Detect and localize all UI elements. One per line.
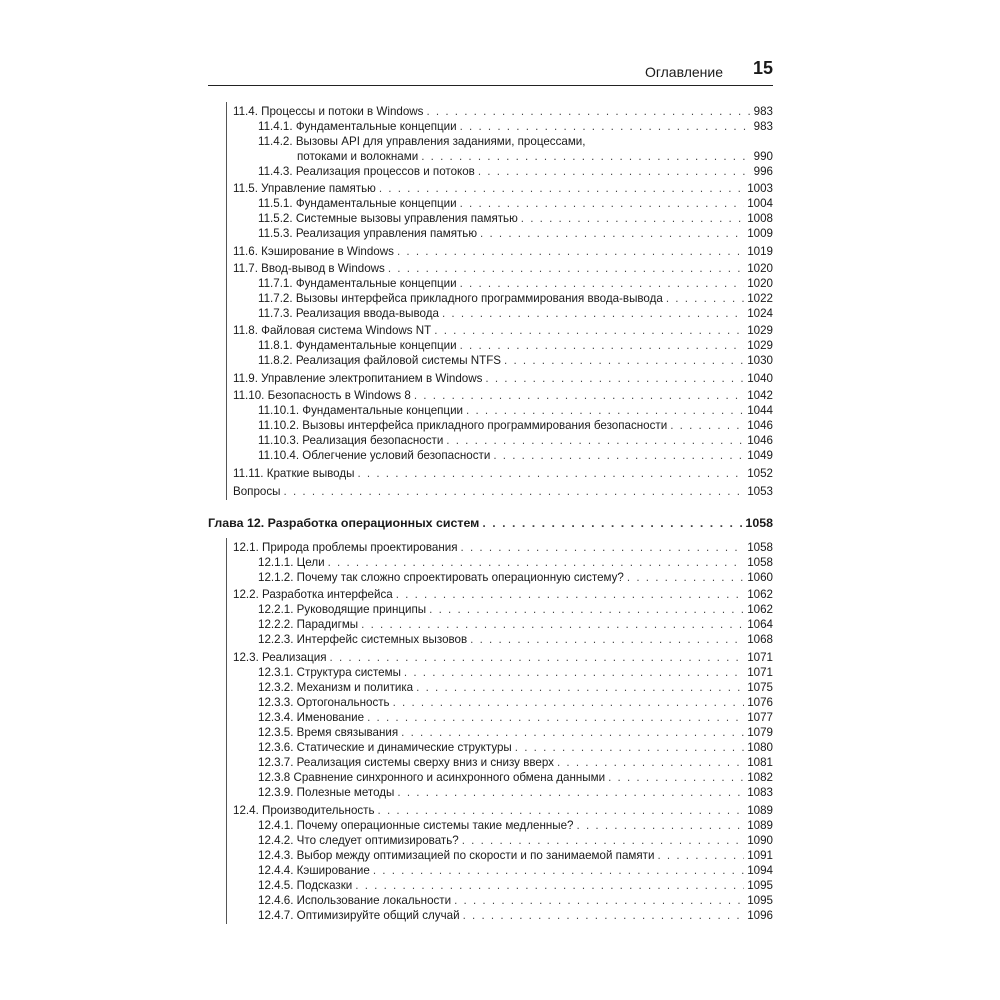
toc-entry-title: 11.10. Безопасность в Windows 8 <box>233 389 411 402</box>
toc-entry <box>258 354 773 367</box>
toc-leader-dots <box>393 696 745 709</box>
toc-leader-dots <box>404 666 744 679</box>
toc-entry-page: 1058 <box>747 556 773 569</box>
toc-entry-page: 1003 <box>747 182 773 195</box>
toc-entry <box>258 292 773 305</box>
toc-entry-page: 1095 <box>747 879 773 892</box>
toc-entry-title: 12.3.2. Механизм и политика <box>258 681 414 694</box>
toc-entry <box>258 864 773 877</box>
toc-entry <box>297 150 773 163</box>
toc-leader-dots <box>482 517 742 530</box>
toc-entry-page: 1020 <box>747 277 773 290</box>
toc-entry <box>258 339 773 352</box>
toc-leader-dots <box>401 726 744 739</box>
toc-entry-page: 1075 <box>747 681 773 694</box>
toc-leader-dots <box>357 467 744 480</box>
toc-leader-dots <box>670 419 744 432</box>
toc-entry <box>258 756 773 769</box>
toc-entry-title: 12.4. Производительность <box>233 804 375 817</box>
toc-entry-title: 11.10.4. Облегчение условий безопасности <box>258 449 491 462</box>
toc-entry <box>233 372 773 385</box>
toc-leader-dots <box>379 182 744 195</box>
toc-leader-dots <box>421 150 750 163</box>
toc-leader-dots <box>434 324 744 337</box>
toc-entry-title: 11.9. Управление электропитанием в Windows <box>233 372 483 385</box>
toc-entry-page: 1060 <box>747 571 773 584</box>
toc-entry-page: 1024 <box>747 307 773 320</box>
toc-entry-page: 1064 <box>747 618 773 631</box>
toc-leader-dots <box>446 434 744 447</box>
toc-entry-page: 1080 <box>747 741 773 754</box>
toc-leader-dots <box>493 449 744 462</box>
toc-entry <box>258 834 773 847</box>
toc-entry-title: 12.4.1. Почему операционные системы такие медленные? <box>258 819 574 832</box>
toc-entry-title: 11.5.2. Системные вызовы управления памятью <box>258 212 518 225</box>
toc-entry-page: 1029 <box>747 324 773 337</box>
toc-entry-page: 1019 <box>747 245 773 258</box>
toc-leader-dots <box>627 571 744 584</box>
toc-entry-page: 1082 <box>747 771 773 784</box>
toc-entry <box>258 227 773 240</box>
toc-entry-title: 12.3.9. Полезные методы <box>258 786 395 799</box>
toc-entry <box>258 711 773 724</box>
toc-entry-page: 1029 <box>747 339 773 352</box>
toc-entry <box>258 307 773 320</box>
toc-leader-dots <box>460 277 745 290</box>
toc-entry-page: 990 <box>753 150 773 163</box>
toc-entry <box>258 633 773 646</box>
toc-entry-title: 11.10.1. Фундаментальные концепции <box>258 404 464 417</box>
toc-entry-page: 1068 <box>747 633 773 646</box>
toc-entry-title: 12.3.6. Статические и динамические структуры <box>258 741 512 754</box>
toc-entry-title: 12.4.3. Выбор между оптимизацией по скорости и по занимаемой памяти <box>258 849 655 862</box>
toc-entry-page: 1079 <box>747 726 773 739</box>
toc-entry-title: 11.7.3. Реализация ввода-вывода <box>258 307 439 320</box>
toc-entry-page: 1094 <box>747 864 773 877</box>
toc-entry-title: 11.4.2. Вызовы API для управления заданиями, процессами, <box>258 135 586 148</box>
toc-entry-page: 1095 <box>747 894 773 907</box>
toc-entry-title: 11.4. Процессы и потоки в Windows <box>233 105 424 118</box>
toc-leader-dots <box>361 618 744 631</box>
toc-entry <box>258 696 773 709</box>
toc-entry <box>258 135 773 148</box>
toc-entry <box>258 909 773 922</box>
toc-entry-title: 11.5.1. Фундаментальные концепции <box>258 197 457 210</box>
toc-entry <box>233 804 773 817</box>
toc-entry-title: 12.4.7. Оптимизируйте общий случай <box>258 909 460 922</box>
toc-entry <box>258 786 773 799</box>
toc-entry-page: 983 <box>753 120 773 133</box>
toc-entry <box>233 467 773 480</box>
toc-entry-title: 12.4.5. Подсказки <box>258 879 353 892</box>
toc-leader-dots <box>480 227 744 240</box>
toc-leader-dots <box>397 786 744 799</box>
toc-left-rule-ch12 <box>226 538 227 924</box>
toc-entry-title: 12.4.4. Кэширование <box>258 864 370 877</box>
toc-entry-title: 12.2.2. Парадигмы <box>258 618 359 631</box>
section-title: Оглавление <box>644 64 723 80</box>
toc-entry-title: 12.1.1. Цели <box>258 556 325 569</box>
toc-leader-dots <box>577 819 745 832</box>
toc-entry <box>258 819 773 832</box>
toc-leader-dots <box>355 879 744 892</box>
toc-entry-title: 12.3.8 Сравнение синхронного и асинхронного обмена данными <box>258 771 606 784</box>
toc-leader-dots <box>478 165 751 178</box>
toc-entry-title: 11.7. Ввод-вывод в Windows <box>233 262 385 275</box>
toc-leader-dots <box>557 756 744 769</box>
toc-entry <box>233 245 773 258</box>
toc-entry-title: 11.10.3. Реализация безопасности <box>258 434 444 447</box>
toc-entry <box>258 741 773 754</box>
toc-entry-title: 12.3.3. Ортогональность <box>258 696 390 709</box>
toc-entry-page: 1077 <box>747 711 773 724</box>
toc-entry <box>258 419 773 432</box>
toc-leader-dots <box>608 771 744 784</box>
toc-entry <box>233 182 773 195</box>
toc-leader-dots <box>460 120 751 133</box>
toc-leader-dots <box>666 292 744 305</box>
toc-entry-page: 1058 <box>745 516 773 530</box>
toc-entry-page: 1052 <box>747 467 773 480</box>
toc-entry-page: 1046 <box>747 434 773 447</box>
toc-entry <box>233 541 773 554</box>
toc-leader-dots <box>396 588 745 601</box>
toc-entry-page: 1062 <box>747 588 773 601</box>
toc-entry-page: 1081 <box>747 756 773 769</box>
toc-entry-page: 1096 <box>747 909 773 922</box>
toc-entry-title: Вопросы <box>233 485 281 498</box>
toc-leader-dots <box>414 389 744 402</box>
toc-leader-dots <box>416 681 744 694</box>
toc-leader-dots <box>454 894 744 907</box>
toc-leader-dots <box>284 485 745 498</box>
toc-entry-title: 11.5. Управление памятью <box>233 182 376 195</box>
toc-entry-page: 1049 <box>747 449 773 462</box>
toc-leader-dots <box>461 541 745 554</box>
toc-leader-dots <box>460 339 745 352</box>
toc-entry <box>258 197 773 210</box>
toc-entry <box>258 449 773 462</box>
toc-leader-dots <box>367 711 744 724</box>
toc-entry-page: 1044 <box>747 404 773 417</box>
toc-entry-page: 1058 <box>747 541 773 554</box>
toc-left-rule-ch11 <box>226 102 227 500</box>
toc-entry-title: Глава 12. Разработка операционных систем <box>208 516 480 530</box>
toc-entry-title: 12.3.4. Именование <box>258 711 365 724</box>
toc-entry-title: 11.5.3. Реализация управления памятью <box>258 227 478 240</box>
toc-entry-title: 12.4.2. Что следует оптимизировать? <box>258 834 459 847</box>
toc-entry-title: потоками и волокнами <box>297 150 419 163</box>
toc-entry-page: 1062 <box>747 603 773 616</box>
toc-entry <box>233 588 773 601</box>
toc-entry-title: 11.6. Кэширование в Windows <box>233 245 394 258</box>
toc-leader-dots <box>429 603 744 616</box>
toc-entry-page: 1083 <box>747 786 773 799</box>
toc-entry <box>258 726 773 739</box>
toc-entry-title: 11.8. Файловая система Windows NT <box>233 324 432 337</box>
toc-leader-dots <box>426 105 750 118</box>
toc-leader-dots <box>466 404 744 417</box>
toc-entry-page: 983 <box>753 105 773 118</box>
toc-entry-page: 1090 <box>747 834 773 847</box>
toc-leader-dots <box>657 849 744 862</box>
toc-entry <box>258 434 773 447</box>
toc-entry <box>258 849 773 862</box>
toc-entry-title: 11.8.1. Фундаментальные концепции <box>258 339 457 352</box>
toc-entry <box>258 894 773 907</box>
toc-entry <box>258 277 773 290</box>
toc-leader-dots <box>397 245 744 258</box>
toc-entry-title: 11.4.1. Фундаментальные концепции <box>258 120 457 133</box>
toc-entry <box>258 556 773 569</box>
toc-leader-dots <box>504 354 744 367</box>
toc-entry-title: 12.1.2. Почему так сложно спроектировать операционную систему? <box>258 571 624 584</box>
toc-entry <box>233 389 773 402</box>
toc-entry-page: 1091 <box>747 849 773 862</box>
toc-entry <box>258 212 773 225</box>
toc-entry <box>258 681 773 694</box>
toc-entry-title: 11.10.2. Вызовы интерфейса прикладного программирования безопасности <box>258 419 668 432</box>
toc-leader-dots <box>515 741 744 754</box>
toc-entry-page: 1020 <box>747 262 773 275</box>
toc-entry-page: 1046 <box>747 419 773 432</box>
toc-leader-dots <box>442 307 744 320</box>
toc-entry-title: 12.3.1. Структура системы <box>258 666 401 679</box>
toc-entry-title: 11.8.2. Реализация файловой системы NTFS <box>258 354 502 367</box>
toc-entry <box>233 651 773 664</box>
toc-entry <box>233 485 773 498</box>
toc-entry-title: 12.1. Природа проблемы проектирования <box>233 541 458 554</box>
toc-entry-title: 11.11. Краткие выводы <box>233 467 355 480</box>
toc-leader-dots <box>485 372 744 385</box>
toc-leader-dots <box>378 804 745 817</box>
toc-entry <box>233 262 773 275</box>
toc-entry-title: 12.2.1. Руководящие принципы <box>258 603 427 616</box>
toc-entry <box>258 603 773 616</box>
toc-entry-page: 1089 <box>747 804 773 817</box>
toc-leader-dots <box>462 834 745 847</box>
toc-entry-page: 1040 <box>747 372 773 385</box>
toc-entry-page: 1076 <box>747 696 773 709</box>
toc-entry-page: 1009 <box>747 227 773 240</box>
toc-entry-title: 12.3.7. Реализация системы сверху вниз и снизу вверх <box>258 756 554 769</box>
toc-entry <box>233 324 773 337</box>
toc-leader-dots <box>330 651 745 664</box>
toc-entry-title: 12.3. Реализация <box>233 651 327 664</box>
toc-entry <box>258 879 773 892</box>
toc-entry-page: 1071 <box>747 651 773 664</box>
toc-entry-title: 11.7.2. Вызовы интерфейса прикладного программирования ввода-вывода <box>258 292 663 305</box>
toc-entry <box>258 165 773 178</box>
toc-entry-title: 12.3.5. Время связывания <box>258 726 399 739</box>
toc-leader-dots <box>463 909 745 922</box>
page-number: 15 <box>752 58 773 78</box>
toc-entry-title: 12.2.3. Интерфейс системных вызовов <box>258 633 468 646</box>
toc-entry-page: 1004 <box>747 197 773 210</box>
toc-leader-dots <box>470 633 744 646</box>
toc-entry <box>233 105 773 118</box>
toc-leader-dots <box>328 556 745 569</box>
toc-entry-page: 1071 <box>747 666 773 679</box>
toc-entry-title: 12.2. Разработка интерфейса <box>233 588 393 601</box>
toc-entry-title: 12.4.6. Использование локальности <box>258 894 452 907</box>
toc-entry <box>258 571 773 584</box>
toc-entry <box>258 618 773 631</box>
toc-entry-page: 1053 <box>747 485 773 498</box>
toc-entry-title: 11.4.3. Реализация процессов и потоков <box>258 165 475 178</box>
toc-entry <box>258 666 773 679</box>
toc-leader-dots <box>460 197 745 210</box>
toc-entry-page: 996 <box>753 165 773 178</box>
toc-entry-page: 1008 <box>747 212 773 225</box>
toc-leader-dots <box>373 864 744 877</box>
toc-entry-page: 1089 <box>747 819 773 832</box>
toc-entry-title: 11.7.1. Фундаментальные концепции <box>258 277 457 290</box>
toc-entry <box>258 120 773 133</box>
toc-entry <box>258 404 773 417</box>
toc-entry <box>258 771 773 784</box>
toc-leader-dots <box>388 262 744 275</box>
toc-entry-page: 1022 <box>747 292 773 305</box>
toc-leader-dots <box>521 212 744 225</box>
toc-entry-page: 1042 <box>747 389 773 402</box>
toc-entry-page: 1030 <box>747 354 773 367</box>
toc-chapter-entry <box>208 517 773 530</box>
